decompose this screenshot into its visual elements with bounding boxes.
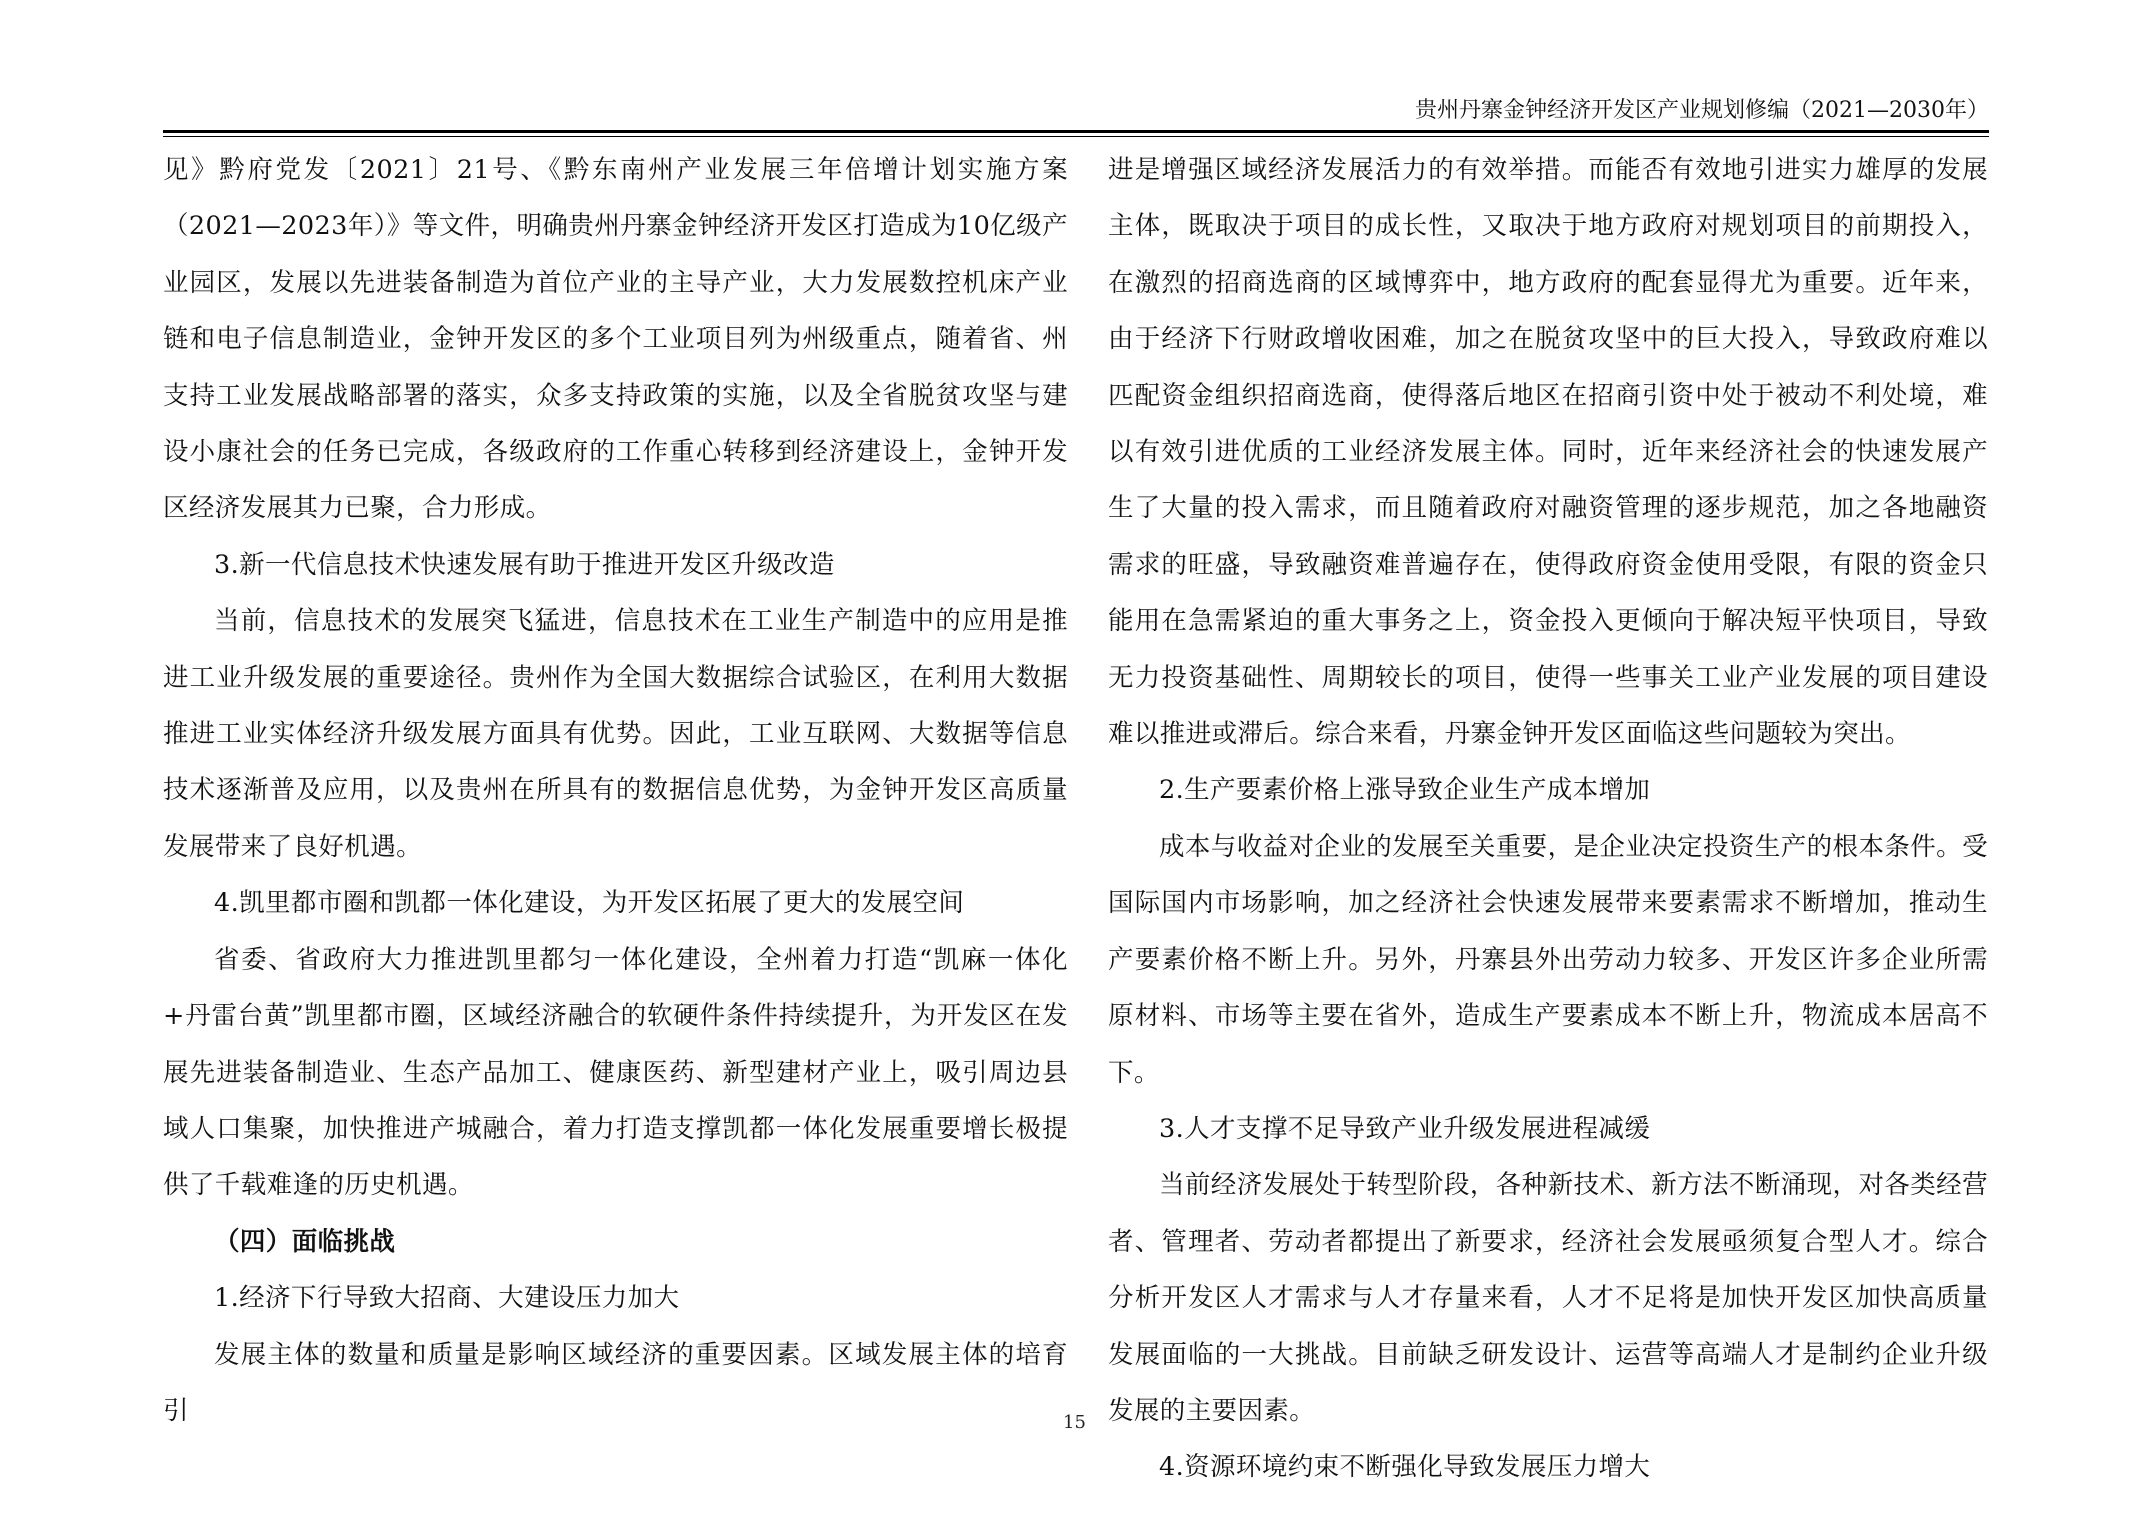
paragraph: 省委、省政府大力推进凯里都匀一体化建设，全州着力打造“凯麻一体化+丹雷台黄”凯里都市圈，区域经济融合的软硬件条件持续提升，为开发区在发展先进装备制造业、生态产品加工、健康医药、新型建材产业上，吸引周边县域人口集聚，加快推进产城融合，着力打造支撑凯都一体化发展重要增长极提供了千载难逢的历史机遇。 (163, 944, 1068, 1201)
paragraph-continued: 见》黔府党发〔2021〕21号、《黔东南州产业发展三年倍增计划实施方案（2021—2023年）》等文件，明确贵州丹寨金钟经济开发区打造成为10亿级产业园区，发展以先进装备制造为首位产业的主导产业，大力发展数控机床产业链和电子信息制造业，金钟开发区的多个工业项目列为州级重点，随着省、州支持工业发展战略部署的落实，众多支持政策的实施，以及全省脱贫攻坚与建设小康社会的任务已完成，各级政府的工作重心转移到经济建设上，金钟开发区经济发展其力已聚，合力形成。 (163, 155, 1068, 524)
paragraph: 成本与收益对企业的发展至关重要，是企业决定投资生产的根本条件。受国际国内市场影响，加之经济社会快速发展带来要素需求不断增加，推动生产要素价格不断上升。另外，丹寨县外出劳动力较多、开发区许多企业所需原材料、市场等主要在省外，造成生产要素成本不断上升，物流成本居高不下。 (1108, 831, 1988, 1088)
section-heading-1: 1.经济下行导致大招商、大建设压力加大 (214, 1283, 680, 1314)
left-column (163, 142, 1068, 1426)
paragraph-continued: 进是增强区域经济发展活力的有效举措。而能否有效地引进实力雄厚的发展主体，既取决于项目的成长性，又取决于地方政府对规划项目的前期投入，在激烈的招商选商的区域博弈中，地方政府的配套显得尤为重要。近年来，由于经济下行财政增收困难，加之在脱贫攻坚中的巨大投入，导致政府难以匹配资金组织招商选商，使得落后地区在招商引资中处于被动不利处境，难以有效引进优质的工业经济发展主体。同时，近年来经济社会的快速发展产生了大量的投入需求，而且随着政府对融资管理的逐步规范，加之各地融资需求的旺盛，导致融资难普遍存在，使得政府资金使用受限，有限的资金只能用在急需紧迫的重大事务之上，资金投入更倾向于解决短平快项目，导致无力投资基础性、周期较长的项目，使得一些事关工业产业发展的项目建设难以推进或滞后。综合来看，丹寨金钟开发区面临这些问题较为突出。 (1108, 155, 1988, 750)
section-heading-2: 2.生产要素价格上涨导致企业生产成本增加 (1159, 775, 1651, 806)
paragraph: 发展主体的数量和质量是影响区域经济的重要因素。区域发展主体的培育引 (163, 1339, 1068, 1426)
running-header: 贵州丹寨金钟经济开发区产业规划修编（2021—2030年） (1415, 98, 1989, 123)
header-rule-thick (163, 130, 1989, 133)
section-heading-3: 3.新一代信息技术快速发展有助于推进开发区升级改造 (214, 549, 835, 580)
section-heading-4: 4.资源环境约束不断强化导致发展压力增大 (1159, 1452, 1651, 1483)
right-column (1108, 142, 1988, 1483)
paragraph: 当前，信息技术的发展突飞猛进，信息技术在工业生产制造中的应用是推进工业升级发展的重要途径。贵州作为全国大数据综合试验区，在利用大数据推进工业实体经济升级发展方面具有优势。因此，工业互联网、大数据等信息技术逐渐普及应用，以及贵州在所具有的数据信息优势，为金钟开发区高质量发展带来了良好机遇。 (163, 606, 1068, 862)
chapter-heading-challenges: （四）面临挑战 (214, 1226, 396, 1257)
page-number: 15 (1063, 1412, 1086, 1433)
paragraph: 当前经济发展处于转型阶段，各种新技术、新方法不断涌现，对各类经营者、管理者、劳动者都提出了新要求，经济社会发展亟须复合型人才。综合分析开发区人才需求与人才存量来看，人才不足将是加快开发区加快高质量发展面临的一大挑战。目前缺乏研发设计、运营等高端人才是制约企业升级发展的主要因素。 (1108, 1170, 1988, 1426)
section-heading-4: 4.凯里都市圈和凯都一体化建设，为开发区拓展了更大的发展空间 (214, 888, 965, 919)
header-rule-thin (163, 136, 1989, 137)
section-heading-3: 3.人才支撑不足导致产业升级发展进程减缓 (1159, 1113, 1651, 1144)
